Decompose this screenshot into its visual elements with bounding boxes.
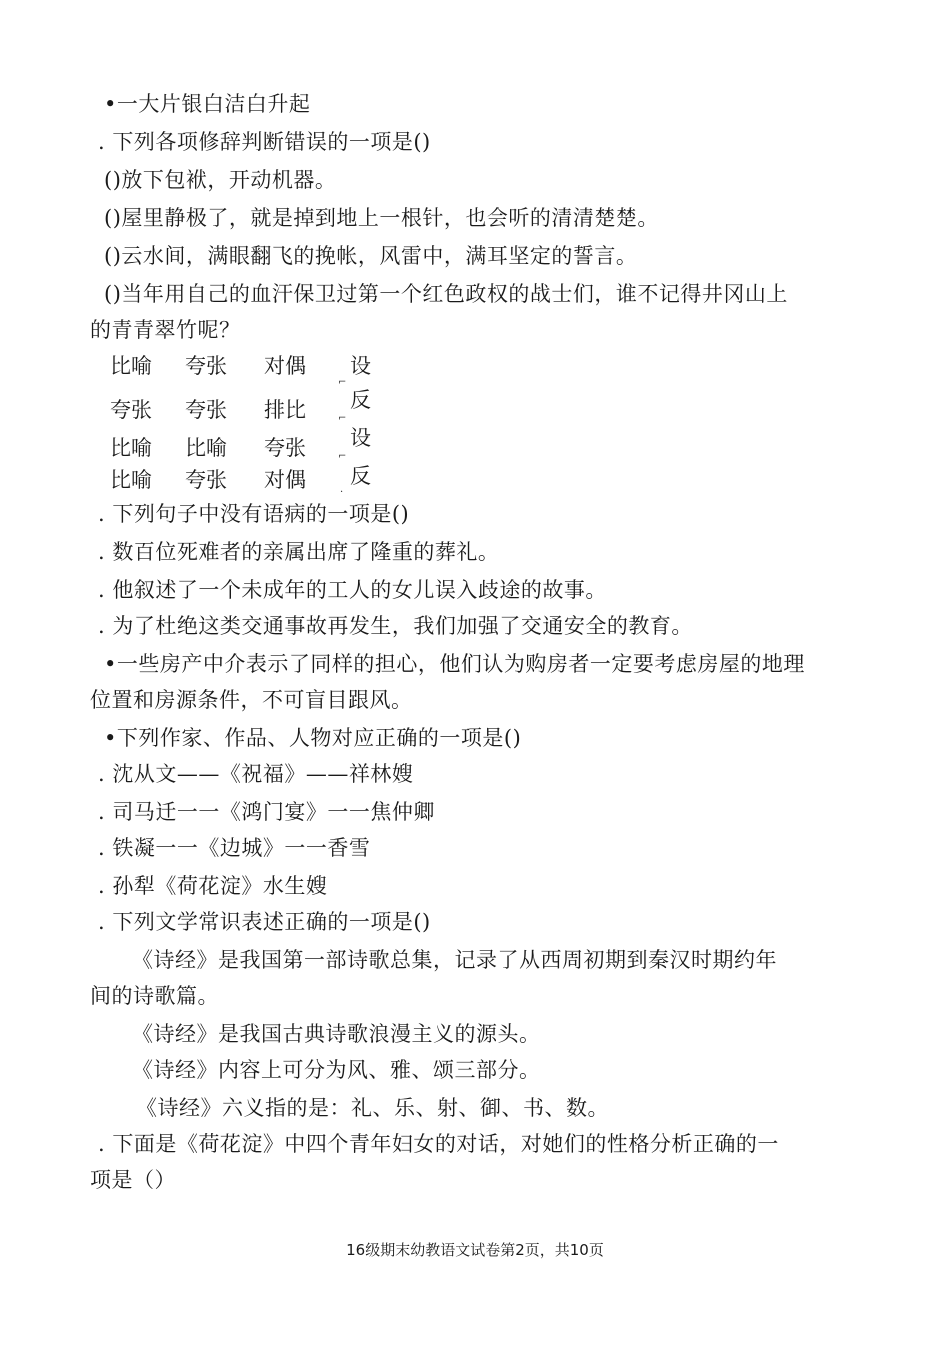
- option-line: . 孙犁《荷花淀》水生嫂: [98, 874, 328, 898]
- table-cell: 夸张: [264, 436, 306, 460]
- option-line: ()云水间，满眼翻飞的挽帐，风雷中，满耳坚定的誓言。: [104, 244, 638, 268]
- option-line: 《诗经》是我国第一部诗歌总集，记录了从西周初期到秦汉时期约年: [132, 948, 777, 972]
- option-line: . 为了杜绝这类交通事故再发生，我们加强了交通安全的教育。: [98, 614, 693, 638]
- question-stem: . 下列文学常识表述正确的一项是(): [98, 910, 431, 934]
- option-line: •一些房产中介表示了同样的担心，他们认为购房者一定要考虑房屋的地理: [104, 652, 805, 676]
- option-line: 《诗经》是我国古典诗歌浪漫主义的源头。: [132, 1022, 541, 1046]
- table-cell: 排比: [264, 398, 306, 422]
- table-cell: 比喻: [110, 468, 152, 492]
- question-stem: •下列作家、作品、人物对应正确的一项是(): [104, 726, 522, 750]
- table-cell: 夸张: [185, 468, 227, 492]
- table-cell: 夸张: [110, 398, 152, 422]
- option-line: ()屋里静极了，就是掉到地上一根针，也会听的清清楚楚。: [104, 206, 659, 230]
- question-stem: . 下列句子中没有语病的一项是(): [98, 502, 410, 526]
- table-cell: 比喻: [110, 436, 152, 460]
- table-cell: 比喻: [185, 436, 227, 460]
- text-line: •一大片银白洁白升起: [104, 92, 311, 116]
- table-cell: 比喻: [110, 354, 152, 378]
- option-line: . 沈从文——《祝福》——祥林嫂: [98, 762, 414, 786]
- option-line: . 司马迁一一《鸿门宴》一一焦仲卿: [98, 800, 435, 824]
- table-cell: 夸张: [185, 354, 227, 378]
- option-line: . 数百位死难者的亲属出席了隆重的葬礼。: [98, 540, 500, 564]
- scan-artifact-mark: ⌐: [338, 377, 347, 388]
- table-cell: 对偶: [264, 354, 306, 378]
- question-stem: . 下列各项修辞判断错误的一项是(): [98, 130, 431, 154]
- scan-artifact-mark: ·: [340, 487, 344, 498]
- option-line: . 他叙述了一个未成年的工人的女儿误入歧途的故事。: [98, 578, 607, 602]
- table-cell: 夸张: [185, 398, 227, 422]
- table-cell: 反: [350, 388, 371, 412]
- option-line: 《诗经》内容上可分为风、雅、颂三部分。: [132, 1058, 541, 1082]
- option-line: 《诗经》六义指的是：礼、乐、射、御、书、数。: [136, 1096, 609, 1120]
- option-line-continued: 的青青翠竹呢？: [90, 318, 241, 342]
- scan-artifact-mark: ⌐: [338, 451, 347, 462]
- table-cell: 设: [350, 426, 371, 450]
- option-line: . 铁凝一一《边城》一一香雪: [98, 836, 371, 860]
- option-line-continued: 位置和房源条件，不可盲目跟风。: [90, 688, 413, 712]
- page-footer: 16级期末幼教语文试卷第2页，共10页: [346, 1241, 604, 1259]
- question-stem-continued: 项是（）: [90, 1168, 176, 1192]
- table-cell: 对偶: [264, 468, 306, 492]
- scan-artifact-mark: ⌐: [338, 413, 347, 424]
- question-stem: . 下面是《荷花淀》中四个青年妇女的对话，对她们的性格分析正确的一: [98, 1132, 779, 1156]
- table-cell: 反: [350, 464, 371, 488]
- option-line: ()当年用自己的血汗保卫过第一个红色政权的战士们，谁不记得井冈山上: [104, 282, 788, 306]
- table-cell: 设: [350, 354, 371, 378]
- option-line-continued: 间的诗歌篇。: [90, 984, 219, 1008]
- option-line: ()放下包袱，开动机器。: [104, 168, 337, 192]
